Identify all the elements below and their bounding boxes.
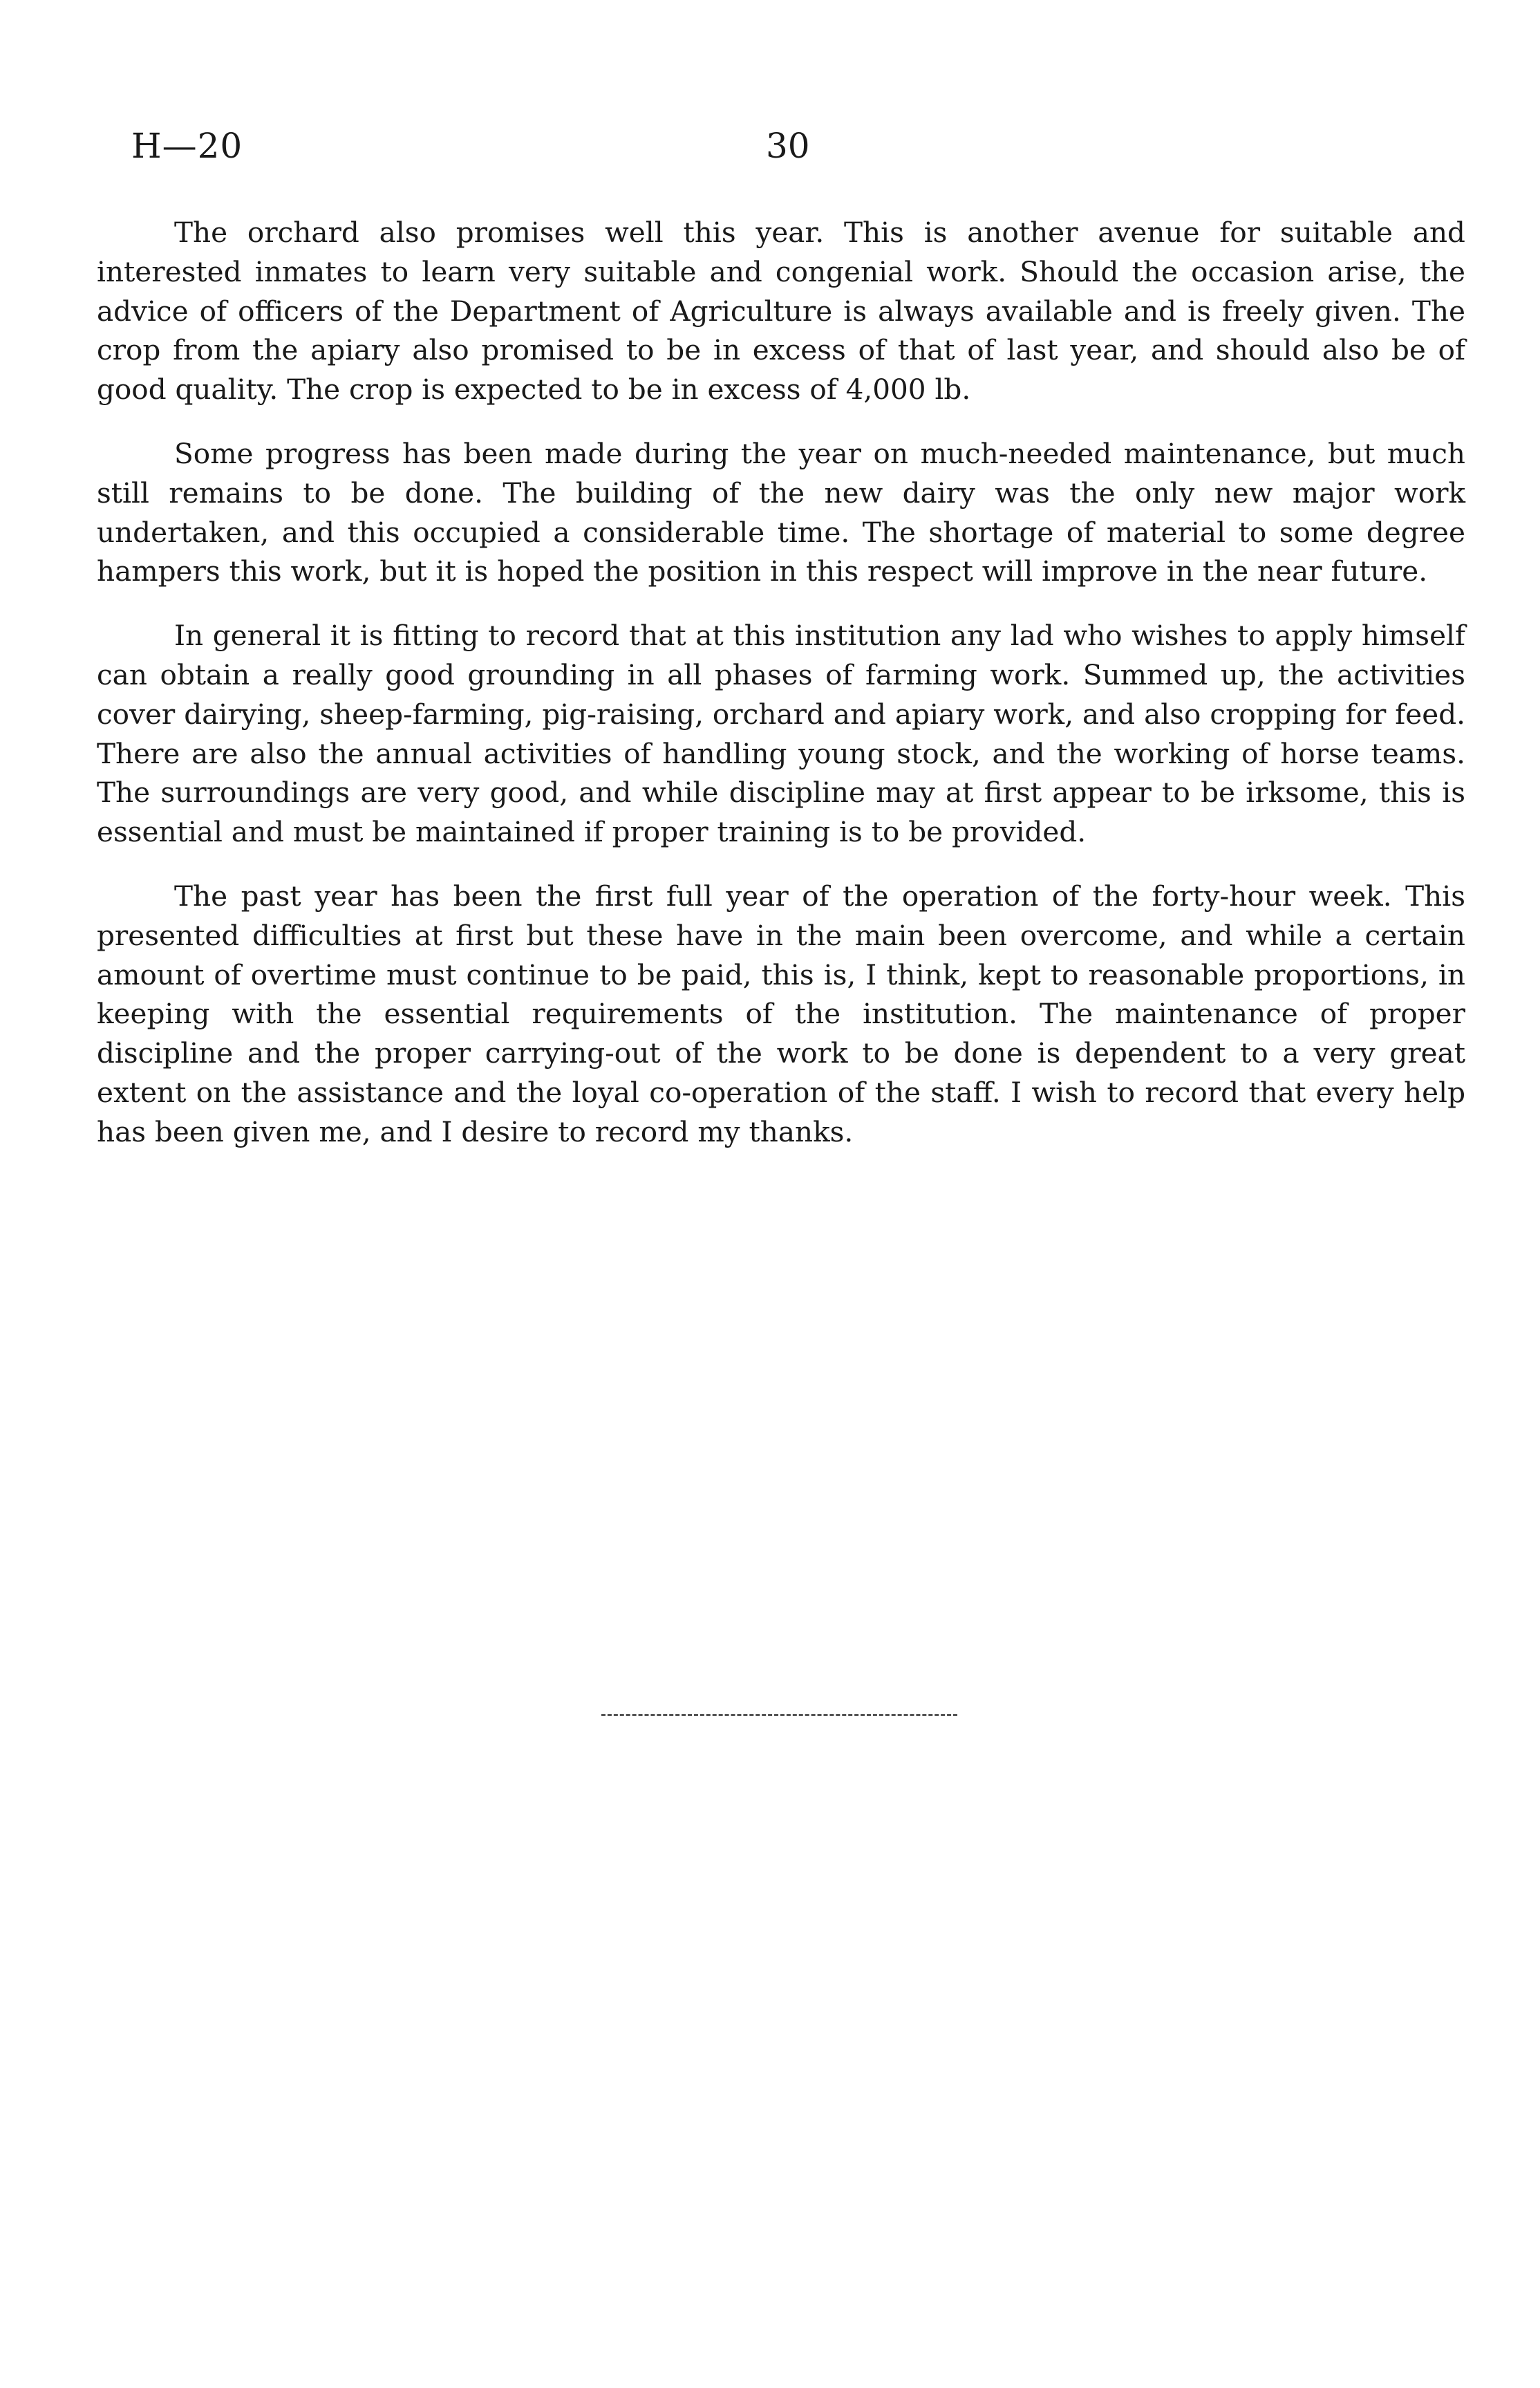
paragraph-maintenance: Some progress has been made during the year on much-needed maintenance, but much still remains to be done. The building of the new dairy was the only new major work undertaken, and this occupied a considerable time. The shortage of material to some degree hampers this work, but it is hoped the position in this respect will improve in the near future. — [97, 436, 1465, 588]
page-number: 30 — [766, 126, 810, 166]
page-ref: H—20 — [131, 126, 243, 166]
body-text — [97, 213, 1465, 1177]
end-rule-divider — [601, 1714, 957, 1716]
paragraph-farming-training: In general it is fitting to record that at this institution any lad who wishes to apply himself can obtain a really good grounding in all phases of farming work. Summed up, the activities cover dairying, sheep-farming, pig-raising, orchard and apiary work, and also cropping for feed. There are also the annual activities of handling young stock, and the working of horse teams. The surroundings are very good, and while discipline may at first appear to be irksome, this is essential and must be maintained if proper training is to be provided. — [97, 619, 1465, 849]
paragraph-orchard: The orchard also promises well this year. This is another avenue for suitable and interested inmates to learn very suitable and congenial work. Should the occasion arise, the advice of officers of the Department of Agriculture is always available and is freely given. The crop from the apiary also promised to be in excess of that of last year, and should also be of good quality. The crop is expected to be in excess of 4,000 lb. — [97, 216, 1465, 407]
paragraph-forty-hour-week: The past year has been the first full year of the operation of the forty-hour week. This presented difficulties at first but these have in the main been overcome, and while a certain amount of overtime must continue to be paid, this is, I think, kept to reasonable proportions, in keeping with the essential requirements of the institution. The maintenance of proper discipline and the proper carrying-out of the work to be done is dependent to a very great extent on the assistance and the loyal co-operation of the staff. I wish to record that every help has been given me, and I desire to record my thanks. — [97, 879, 1465, 1148]
